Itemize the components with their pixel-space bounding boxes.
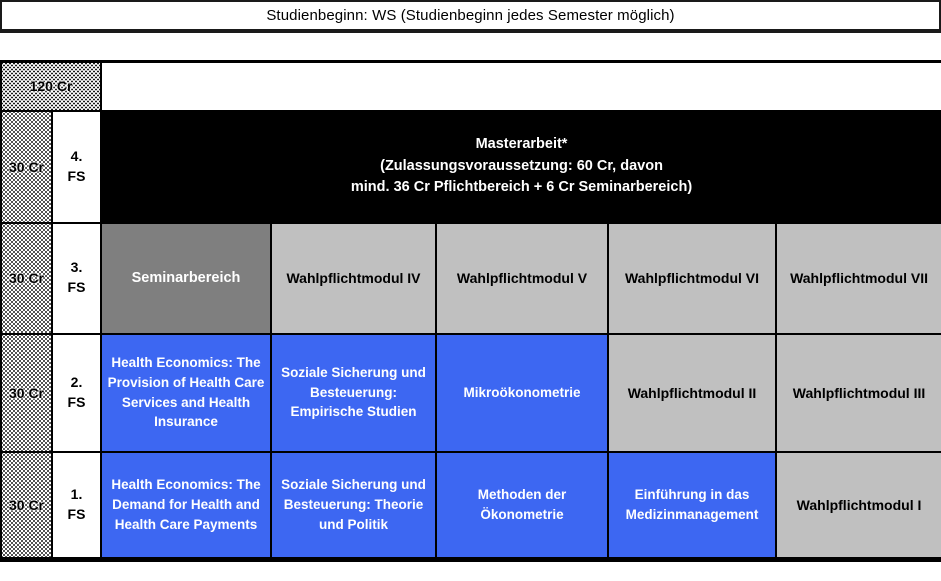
master-thesis-line: mind. 36 Cr Pflichtbereich + 6 Cr Seminarbereich) bbox=[350, 179, 693, 196]
total-row-empty-cell bbox=[101, 62, 941, 111]
module-cell-wahlpflicht-1: Wahlpflichtmodul I bbox=[776, 452, 941, 560]
semester-suffix: FS bbox=[67, 167, 86, 184]
module-cell-wahlpflicht-5: Wahlpflichtmodul V bbox=[436, 223, 608, 334]
semester-number: 2. bbox=[70, 373, 83, 390]
module-cell-health-economics-demand: Health Economics: The Demand for Health and Health Care Payments bbox=[101, 452, 271, 560]
module-cell-methoden-oekonometrie: Methoden der Ökonometrie bbox=[436, 452, 608, 560]
module-cell-wahlpflicht-4: Wahlpflichtmodul IV bbox=[271, 223, 436, 334]
module-cell-soziale-sicherung-empirisch: Soziale Sicherung und Besteuerung: Empirische Studien bbox=[271, 334, 436, 452]
semester-number: 3. bbox=[70, 259, 83, 276]
semester-3-row bbox=[1, 223, 941, 334]
semester-number: 4. bbox=[70, 147, 83, 164]
module-cell-medizinmanagement: Einführung in das Medizinmanagement bbox=[608, 452, 776, 560]
semester-4-credits-cell: 30 Cr bbox=[1, 111, 52, 223]
semester-4-row bbox=[1, 111, 941, 223]
semester-number: 1. bbox=[70, 486, 83, 503]
master-thesis-line: (Zulassungsvoraussetzung: 60 Cr, davon bbox=[380, 157, 663, 174]
semester-suffix: FS bbox=[67, 279, 86, 295]
semester-suffix: FS bbox=[67, 393, 86, 410]
module-cell-seminarbereich: Seminarbereich bbox=[101, 223, 271, 334]
semester-3-label-cell bbox=[52, 223, 101, 334]
semester-suffix: FS bbox=[67, 505, 86, 522]
semester-2-label-cell bbox=[52, 334, 101, 452]
module-cell-wahlpflicht-7: Wahlpflichtmodul VII bbox=[776, 223, 941, 334]
total-credits-row bbox=[1, 62, 941, 111]
master-thesis-line: Masterarbeit* bbox=[475, 135, 568, 152]
semester-4-label-cell bbox=[52, 111, 101, 223]
master-thesis-cell bbox=[101, 111, 941, 223]
module-cell-mikrooekonometrie: Mikroökonometrie bbox=[436, 334, 608, 452]
module-cell-health-economics-provision: Health Economics: The Provision of Health Care Services and Health Insurance bbox=[101, 334, 271, 452]
semester-1-credits-cell: 30 Cr bbox=[1, 452, 52, 560]
semester-2-row bbox=[1, 334, 941, 452]
module-cell-wahlpflicht-6: Wahlpflichtmodul VI bbox=[608, 223, 776, 334]
total-credits-cell: 120 Cr bbox=[1, 62, 101, 111]
module-cell-soziale-sicherung-theorie: Soziale Sicherung und Besteuerung: Theorie und Politik bbox=[271, 452, 436, 560]
curriculum-table bbox=[0, 60, 941, 562]
study-start-text: Studienbeginn: WS (Studienbeginn jedes Semester möglich) bbox=[266, 7, 675, 24]
semester-2-credits-cell: 30 Cr bbox=[1, 334, 52, 452]
semester-1-label-cell bbox=[52, 452, 101, 560]
spacer bbox=[0, 33, 941, 60]
semester-3-credits-cell: 30 Cr bbox=[1, 223, 52, 334]
semester-1-row bbox=[1, 452, 941, 560]
study-start-banner bbox=[0, 0, 941, 33]
module-cell-wahlpflicht-3: Wahlpflichtmodul III bbox=[776, 334, 941, 452]
module-cell-wahlpflicht-2: Wahlpflichtmodul II bbox=[608, 334, 776, 452]
